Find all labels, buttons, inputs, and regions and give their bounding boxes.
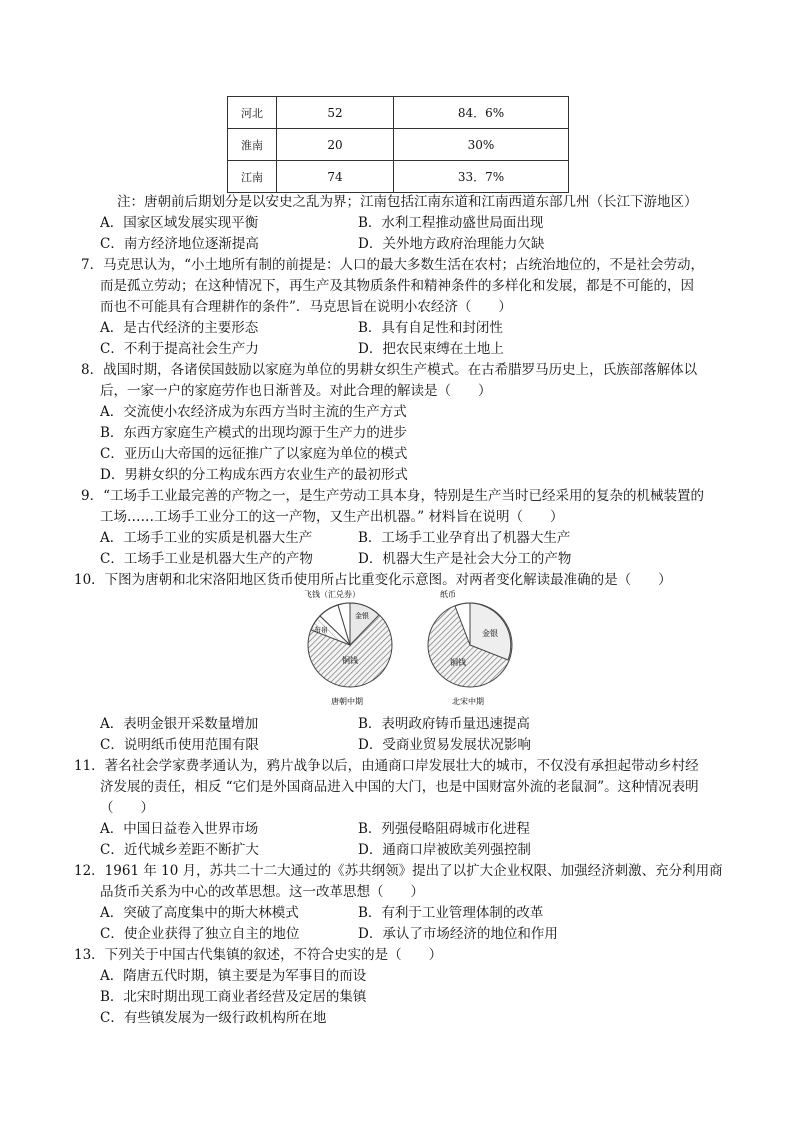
q7-option-d[interactable]: D．把农民束缚在土地上 bbox=[358, 341, 504, 357]
q7-option-b[interactable]: B．具有自足性和封闭性 bbox=[358, 320, 503, 336]
q7-stem-line-3: 而也不可能具有合理耕作的条件”．马克思旨在说明小农经济（ ） bbox=[100, 299, 512, 315]
q9-stem-line-1: 9．“工场手工业最完善的产物之一，是生产劳动工具本身，特别是生产当时已经采用的复杂的机械装置的 bbox=[81, 488, 704, 504]
table-row bbox=[228, 129, 569, 161]
q9-option-a[interactable]: A．工场手工业的实质是机器大生产 bbox=[100, 530, 313, 546]
tang-feiqian-label: 飞钱（汇兑券） bbox=[304, 590, 360, 599]
q7-option-c[interactable]: C．不利于提高社会生产力 bbox=[100, 341, 259, 357]
q8-option-b[interactable]: B．东西方家庭生产模式的出现均源于生产力的进步 bbox=[100, 425, 407, 441]
q11-option-b[interactable]: B．列强侵略阻碍城市化进程 bbox=[358, 821, 530, 837]
q13-option-b[interactable]: B．北宋时期出现工商业者经营及定居的集镇 bbox=[100, 989, 367, 1005]
q11-stem-line-1: 11．著名社会学家费孝通认为，鸦片战争以后，由通商口岸发展壮大的城市，不仅没有承担起带动乡村经 bbox=[74, 758, 699, 774]
song-gold-silver-label: 金银 bbox=[482, 629, 498, 638]
q7-stem-line-2: 而是孤立劳动；在这种情况下，再生产及其物质条件和精神条件的多样化和发展，都是不可能的，因 bbox=[100, 278, 694, 294]
q6-note: 注：唐朝前后期划分是以安史之乱为界；江南包括江南东道和江南西道东部几州（长江下游地区） bbox=[117, 194, 698, 210]
song-copper-label: 铜钱 bbox=[450, 658, 466, 667]
q10-option-d[interactable]: D．受商业贸易发展状况影响 bbox=[358, 737, 531, 753]
q12-option-c[interactable]: C．使企业获得了独立自主的地位 bbox=[100, 926, 300, 942]
q10-option-c[interactable]: C．说明纸币使用范围有限 bbox=[100, 737, 259, 753]
song-paper-label: 纸币 bbox=[440, 590, 456, 599]
q12-option-d[interactable]: D．承认了市场经济的地位和作用 bbox=[358, 926, 558, 942]
q11-option-d[interactable]: D．通商口岸被欧美列强控制 bbox=[358, 842, 531, 858]
tang-pie bbox=[304, 589, 392, 706]
q8-stem-line-1: 8．战国时期，各诸侯国鼓励以家庭为单位的男耕女织生产模式。在古希腊罗马历史上，氏族部落解体以 bbox=[81, 362, 698, 378]
table-cell-pct: 84．6% bbox=[394, 97, 569, 129]
q8-option-d[interactable]: D．男耕女织的分工构成东西方农业生产的最初形式 bbox=[100, 467, 408, 483]
q6-option-d[interactable]: D．关外地方政府治理能力欠缺 bbox=[358, 236, 545, 252]
q13-stem: 13．下列关于中国古代集镇的叙述，不符合史实的是（ ） bbox=[74, 947, 443, 963]
q11-stem-line-3: （ ） bbox=[100, 800, 154, 816]
q6-option-c[interactable]: C．南方经济地位逐渐提高 bbox=[100, 236, 259, 252]
q12-stem-line-1: 12．1961 年 10 月，苏共二十二大通过的《苏共纲领》提出了以扩大企业权限、加强经济刺激、充分利用商 bbox=[74, 863, 723, 879]
q11-option-a[interactable]: A．中国日益卷入世界市场 bbox=[100, 821, 259, 837]
q9-stem-line-2: 工场……工场手工业分工的这一产物，又生产出机器。” 材料旨在说明（ ） bbox=[100, 509, 564, 525]
q8-option-a[interactable]: A．交流使小农经济成为东西方当时主流的生产方式 bbox=[100, 404, 407, 420]
tang-cloth-label: 布帛 bbox=[314, 626, 328, 634]
q8-stem-line-2: 后，一家一户的家庭劳作也日渐普及。对此合理的解读是（ ） bbox=[100, 383, 492, 399]
currency-pie-figure bbox=[300, 588, 530, 712]
table-cell-region: 淮南 bbox=[228, 129, 277, 161]
q11-stem-line-2: 济发展的责任，相反 “它们是外国商品进入中国的大门，也是中国财富外流的老鼠洞”。这种情况表明 bbox=[100, 779, 699, 795]
table-row bbox=[228, 97, 569, 129]
table-cell-count: 20 bbox=[277, 129, 394, 161]
q6-option-a[interactable]: A．国家区域发展实现平衡 bbox=[100, 215, 259, 231]
q12-option-b[interactable]: B．有利于工业管理体制的改革 bbox=[358, 905, 544, 921]
table-cell-region: 江南 bbox=[228, 161, 277, 193]
q9-option-b[interactable]: B．工场手工业孕育出了机器大生产 bbox=[358, 530, 571, 546]
table-cell-count: 52 bbox=[277, 97, 394, 129]
table-cell-region: 河北 bbox=[228, 97, 277, 129]
tang-caption: 唐朝中期 bbox=[331, 697, 363, 706]
q11-option-c[interactable]: C．近代城乡差距不断扩大 bbox=[100, 842, 259, 858]
table-row bbox=[228, 161, 569, 193]
region-table bbox=[227, 96, 569, 193]
q9-option-d[interactable]: D．机器大生产是社会大分工的产物 bbox=[358, 551, 572, 567]
tang-gold-silver-label: 金银 bbox=[355, 612, 369, 620]
table-cell-pct: 30% bbox=[394, 129, 569, 161]
q13-option-a[interactable]: A．隋唐五代时期，镇主要是为军事目的而设 bbox=[100, 968, 367, 984]
q13-option-c[interactable]: C．有些镇发展为一级行政机构所在地 bbox=[100, 1010, 327, 1026]
q10-option-b[interactable]: B．表明政府铸币量迅速提高 bbox=[358, 716, 530, 732]
song-pie bbox=[428, 589, 512, 706]
q12-option-a[interactable]: A．突破了高度集中的斯大林模式 bbox=[100, 905, 299, 921]
song-caption: 北宋中期 bbox=[452, 697, 484, 706]
q9-option-c[interactable]: C．工场手工业是机器大生产的产物 bbox=[100, 551, 313, 567]
tang-copper-label: 铜钱 bbox=[342, 656, 358, 665]
table-cell-pct: 33．7% bbox=[394, 161, 569, 193]
q7-option-a[interactable]: A．是古代经济的主要形态 bbox=[100, 320, 259, 336]
q6-option-b[interactable]: B．水利工程推动盛世局面出现 bbox=[358, 215, 544, 231]
q10-stem: 10．下图为唐朝和北宋洛阳地区货币使用所占比重变化示意图。对两者变化解读最准确的是（ ） bbox=[74, 572, 672, 588]
q8-option-c[interactable]: C．亚历山大帝国的远征推广了以家庭为单位的模式 bbox=[100, 446, 408, 462]
q10-option-a[interactable]: A．表明金银开采数量增加 bbox=[100, 716, 259, 732]
q12-stem-line-2: 品货币关系为中心的改革思想。这一改革思想（ ） bbox=[100, 884, 424, 900]
table-cell-count: 74 bbox=[277, 161, 394, 193]
q7-stem-line-1: 7．马克思认为，“小土地所有制的前提是：人口的最大多数生活在农村；占统治地位的，不是社会劳动， bbox=[81, 257, 704, 273]
